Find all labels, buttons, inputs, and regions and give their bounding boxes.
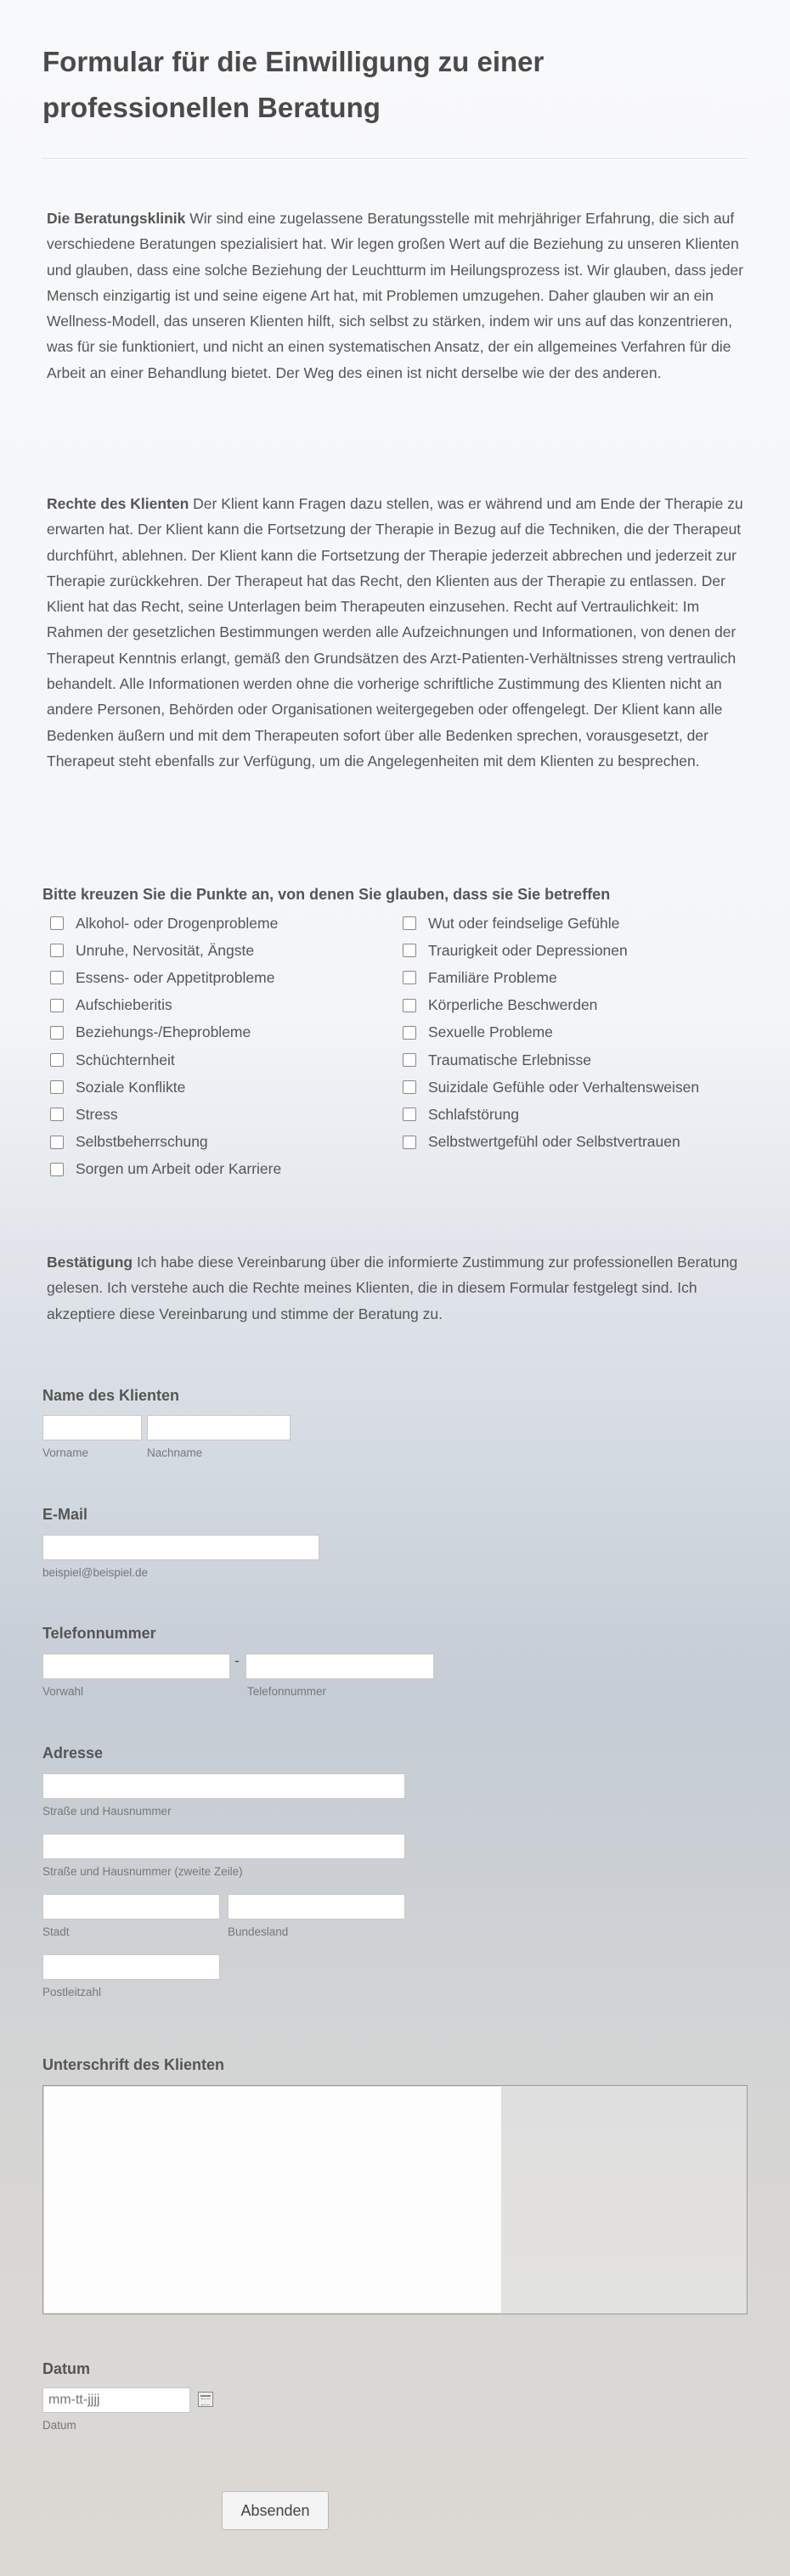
checkbox-label: Selbstbeherrschung bbox=[76, 1133, 208, 1151]
date-label: Datum bbox=[42, 2360, 91, 2377]
checkbox[interactable] bbox=[50, 944, 64, 957]
street-line2-input[interactable] bbox=[42, 1834, 405, 1859]
checkbox[interactable] bbox=[50, 1053, 64, 1067]
zip-input[interactable] bbox=[42, 1954, 220, 1980]
signature-canvas[interactable] bbox=[44, 2087, 501, 2313]
checkbox-item[interactable] bbox=[50, 967, 274, 989]
phone-number-sublabel: Telefonnummer bbox=[247, 1685, 327, 1698]
checkbox[interactable] bbox=[50, 1136, 64, 1149]
checkbox-item[interactable] bbox=[50, 939, 254, 961]
checkbox-item[interactable] bbox=[403, 939, 628, 961]
checkbox[interactable] bbox=[403, 1026, 416, 1040]
checkbox-item[interactable] bbox=[50, 1131, 208, 1153]
checkbox[interactable] bbox=[50, 971, 64, 984]
checkbox-label: Essens- oder Appetitprobleme bbox=[76, 968, 275, 986]
checkbox-item[interactable] bbox=[50, 912, 278, 934]
checkbox-label: Traumatische Erlebnisse bbox=[428, 1051, 591, 1068]
confirmation-paragraph bbox=[47, 1249, 748, 1327]
checkbox-item[interactable] bbox=[403, 1049, 591, 1071]
rights-text: Der Klient kann Fragen dazu stellen, was er während und am Ende der Therapie zu erwarten hat. Der Klient kann die Fortsetzung der Therapie in Bezug auf die Techniken, die der Therapeut durchführt, ablehnen. Der Klient kann die Fortsetzung der Therapie jederzeit abbrechen und jederzeit zur Therapie zurückkehren. Der Therapeut hat das Recht, den Klienten aus der Therapie zu entlassen. Der Klient hat das Recht, seine Unterlagen beim Therapeuten einzusehen. Recht auf Vertraulichkeit: Im Rahmen der gesetzlichen Bestimmungen werden alle Aufzeichnungen und Informationen, von denen der Therapeut Kenntnis erlangt, gemäß den Grundsätzen des Arzt-Patienten-Verhältnisses streng vertraulich behandelt. Alle Informationen werden ohne die vorherige schriftliche Zustimmung des Klienten nicht an andere Personen, Behörden oder Organisationen weitergegeben oder offengelegt. Der Klient kann alle Bedenken äußern und mit dem Therapeuten sofort über alle Bedenken sprechen, vorausgesetzt, der Therapeut steht ebenfalls zur Verfügung, um die Angelegenheiten mit dem Klienten zu besprechen. bbox=[47, 495, 743, 769]
checkbox-label: Körperliche Beschwerden bbox=[428, 996, 598, 1014]
street-line2-sublabel: Straße und Hausnummer (zweite Zeile) bbox=[42, 1865, 243, 1878]
checkbox-item[interactable] bbox=[403, 1022, 553, 1044]
confirmation-bold: Bestätigung bbox=[47, 1254, 133, 1271]
city-input[interactable] bbox=[42, 1894, 220, 1919]
checkbox-label: Familiäre Probleme bbox=[428, 968, 557, 986]
checkbox-item[interactable] bbox=[50, 1022, 251, 1044]
first-name-sublabel: Vorname bbox=[42, 1446, 89, 1459]
checkbox-item[interactable] bbox=[403, 1103, 519, 1125]
rights-paragraph bbox=[47, 491, 748, 774]
phone-number-input[interactable] bbox=[245, 1654, 434, 1679]
checkbox-label: Suizidale Gefühle oder Verhaltensweisen bbox=[428, 1078, 700, 1096]
checkbox-label: Beziehungs-/Eheprobleme bbox=[76, 1023, 251, 1041]
checkbox[interactable] bbox=[403, 1136, 416, 1149]
checkbox-label: Sexuelle Probleme bbox=[428, 1023, 553, 1041]
date-sublabel: Datum bbox=[42, 2419, 76, 2432]
checkbox-item[interactable] bbox=[50, 1049, 175, 1071]
area-code-input[interactable] bbox=[42, 1654, 230, 1679]
phone-separator: - bbox=[234, 1652, 240, 1669]
checkbox[interactable] bbox=[403, 1053, 416, 1067]
title-divider bbox=[42, 158, 748, 159]
checkbox-item[interactable] bbox=[403, 1076, 699, 1098]
phone-label: Telefonnummer bbox=[42, 1625, 156, 1642]
checklist-heading: Bitte kreuzen Sie die Punkte an, von denen Sie glauben, dass sie Sie betreffen bbox=[42, 886, 611, 903]
street-line1-input[interactable] bbox=[42, 1773, 405, 1799]
calendar-icon[interactable] bbox=[198, 2392, 213, 2407]
name-label: Name des Klienten bbox=[42, 1387, 180, 1404]
submit-button[interactable]: Absenden bbox=[222, 2491, 329, 2530]
intro-paragraph bbox=[47, 206, 748, 386]
checkbox[interactable] bbox=[50, 999, 64, 1012]
checkbox-item[interactable] bbox=[50, 995, 172, 1017]
checkbox-label: Aufschieberitis bbox=[76, 996, 172, 1014]
state-sublabel: Bundesland bbox=[228, 1925, 289, 1938]
checkbox-label: Wut oder feindselige Gefühle bbox=[428, 914, 620, 932]
checkbox-label: Alkohol- oder Drogenprobleme bbox=[76, 914, 279, 932]
email-label: E-Mail bbox=[42, 1506, 88, 1523]
last-name-sublabel: Nachname bbox=[147, 1446, 203, 1459]
checkbox[interactable] bbox=[403, 971, 416, 984]
checkbox-item[interactable] bbox=[403, 1131, 680, 1153]
state-input[interactable] bbox=[228, 1894, 405, 1919]
checkbox[interactable] bbox=[403, 916, 416, 930]
last-name-input[interactable] bbox=[147, 1415, 291, 1440]
signature-label: Unterschrift des Klienten bbox=[42, 2056, 225, 2073]
intro-text: Wir sind eine zugelassene Beratungsstelle mit mehrjähriger Erfahrung, die sich auf verschiedene Beratungen spezialisiert hat. Wir legen großen Wert auf die Beziehung zu unseren Klienten und glauben, dass eine solche Beziehung der Leuchtturm im Heilungsprozess ist. Wir glauben, dass jeder Mensch einzigartig ist und seine eigene Art hat, mit Problemen umzugehen. Daher glauben wir an ein Wellness-Modell, das unseren Klienten hilft, sich selbst zu stärken, indem wir uns auf das konzentrieren, was für sie funktioniert, und nicht an einen systematischen Ansatz, der ein allgemeines Verfahren für die Arbeit an einer Behandlung bietet. Der Weg des einen ist nicht derselbe wie der des anderen. bbox=[47, 210, 744, 381]
checkbox[interactable] bbox=[403, 1080, 416, 1094]
checkbox-label: Stress bbox=[76, 1105, 118, 1123]
checkbox[interactable] bbox=[403, 944, 416, 957]
form-title: Formular für die Einwilligung zu einer professionellen Beratung bbox=[42, 46, 545, 123]
signature-pad[interactable] bbox=[42, 2085, 748, 2314]
checkbox[interactable] bbox=[50, 916, 64, 930]
checkbox-item[interactable] bbox=[50, 1076, 185, 1098]
address-label: Adresse bbox=[42, 1745, 104, 1761]
checkbox[interactable] bbox=[403, 1108, 416, 1121]
date-input[interactable] bbox=[42, 2387, 190, 2413]
confirmation-text: Ich habe diese Vereinbarung über die informierte Zustimmung zur professionellen Beratung gelesen. Ich verstehe auch die Rechte meines Klienten, die in diesem Formular festgelegt sind. Ich akzeptiere diese Vereinbarung und stimme der Beratung zu. bbox=[47, 1254, 738, 1322]
checkbox-label: Sorgen um Arbeit oder Karriere bbox=[76, 1160, 282, 1178]
checkbox-label: Selbstwertgefühl oder Selbstvertrauen bbox=[428, 1133, 680, 1151]
checkbox[interactable] bbox=[50, 1026, 64, 1040]
checkbox-label: Traurigkeit oder Depressionen bbox=[428, 941, 628, 959]
rights-bold: Rechte des Klienten bbox=[47, 495, 189, 512]
first-name-input[interactable] bbox=[42, 1415, 142, 1440]
city-sublabel: Stadt bbox=[42, 1925, 70, 1938]
street-line1-sublabel: Straße und Hausnummer bbox=[42, 1805, 172, 1818]
checkbox-item[interactable] bbox=[403, 912, 619, 934]
checkbox-item[interactable] bbox=[403, 995, 597, 1017]
checkbox-label: Schüchternheit bbox=[76, 1051, 175, 1068]
checkbox[interactable] bbox=[403, 999, 416, 1012]
email-sublabel: beispiel@beispiel.de bbox=[42, 1566, 149, 1579]
checkbox-label: Soziale Konflikte bbox=[76, 1078, 186, 1096]
intro-bold: Die Beratungsklinik bbox=[47, 210, 186, 227]
checkbox-item[interactable] bbox=[403, 967, 557, 989]
checkbox[interactable] bbox=[50, 1163, 64, 1176]
checkbox-item[interactable] bbox=[50, 1158, 281, 1181]
zip-sublabel: Postleitzahl bbox=[42, 1986, 102, 1998]
email-input[interactable] bbox=[42, 1535, 319, 1560]
checkbox-item[interactable] bbox=[50, 1103, 118, 1125]
checkbox[interactable] bbox=[50, 1108, 64, 1121]
area-code-sublabel: Vorwahl bbox=[42, 1685, 84, 1698]
checkbox-label: Schlafstörung bbox=[428, 1105, 520, 1123]
checkbox[interactable] bbox=[50, 1080, 64, 1094]
checkbox-label: Unruhe, Nervosität, Ängste bbox=[76, 941, 255, 959]
